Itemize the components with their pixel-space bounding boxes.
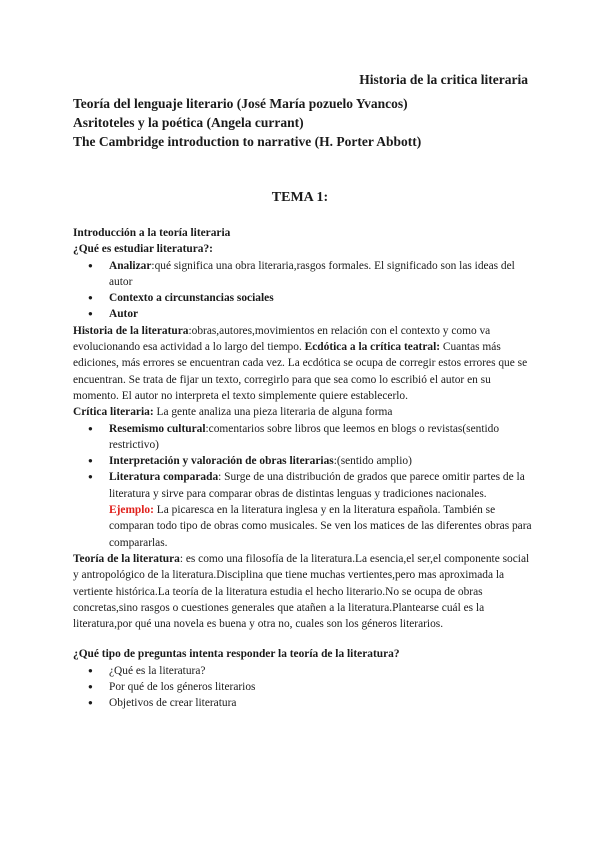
spacer <box>73 632 533 646</box>
critica-list <box>73 421 533 551</box>
list-item: ● Objetivos de crear literatura <box>109 695 533 711</box>
intro-list <box>73 258 533 323</box>
reference-3: The Cambridge introduction to narrative (H. Porter Abbott) <box>73 134 422 149</box>
historia-paragraph <box>73 323 533 404</box>
preguntas-title: ¿Qué tipo de preguntas intenta responder la teoría de la literatura? <box>73 648 400 661</box>
item-bold: Contexto a circunstancias sociales <box>109 292 274 305</box>
ecdotica-text: Cuantas más ediciones, más errores se encuentran cada vez. La ecdótica se ocupa de corregir estos errores que se encuentran. Se trata de fijar un texto, corregirlo para que sea como lo escribió el autor en su momento. El autor no interpreta el texto simplemente quiere establecerlo. <box>73 341 528 402</box>
critica-term: Crítica literaria: <box>73 406 154 419</box>
preguntas-list <box>73 663 533 712</box>
list-item <box>109 258 533 291</box>
teoria-term: Teoría de la literatura <box>73 552 180 565</box>
list-item: ● Por qué de los géneros literarios <box>109 679 533 695</box>
intro-question: ¿Qué es estudiar literatura?: <box>73 243 213 256</box>
reference-2: Asritoteles y la poética (Angela currant) <box>73 115 304 130</box>
document-title: Historia de la critica literaria <box>359 72 528 87</box>
list-item <box>109 306 533 322</box>
document-body <box>73 225 533 712</box>
references-list <box>73 94 543 151</box>
item-text: :qué significa una obra literaria,rasgos formales. El significado son las ideas del autor <box>109 259 515 288</box>
item-bold: Autor <box>109 308 139 321</box>
critica-text: La gente analiza una pieza literaria de alguna forma <box>153 406 393 419</box>
item-bold: Literatura comparada <box>109 471 219 484</box>
intro-title: Introducción a la teoría literaria <box>73 227 231 239</box>
teoria-paragraph <box>73 551 533 632</box>
item-bold: Analizar <box>109 259 152 272</box>
item-text: : Surge de una distribución de grados que parece omitir partes de la literatura y sirve para comparar obras de distintas lenguas y tradiciones nacionales. <box>109 471 525 500</box>
item-bold: Resemismo cultural <box>109 422 206 435</box>
historia-text: :obras,autores,movimientos en relación con el contexto y como va evolucionando esa actividad a lo largo del tiempo. <box>73 324 491 354</box>
ecdotica-term: Ecdótica a la crítica teatral: <box>304 341 441 354</box>
item-text: :comentarios sobre libros que leemos en blogs o revistas(sentido restrictivo) <box>109 422 500 451</box>
list-item <box>109 421 533 454</box>
teoria-text: : es como una filosofía de la literatura.La esencia,el ser,el componente social y antropológico de la literatura.Disciplina que tiene muchas vertientes,pero mas aproximada la vertiente histórica.La teoría de la literatura estudia el hecho literario.No se ocupa de obras concretas,sino rasgos o cuestiones generales que atañen a la literatura.Plantearse cuál es la literatura,por qué una novela es buena y otra no, cuales son los géneros literarios. <box>73 552 530 631</box>
historia-term: Historia de la literatura <box>73 324 189 337</box>
item-text-continued: La picaresca en la literatura inglesa y en la literatura española. También se comparan todo tipo de obras como musicales. Se ven los matices de las diferentes obras para compararlas. <box>109 504 532 549</box>
list-item <box>109 290 533 306</box>
reference-1: Teoría del lenguaje literario (José María pozuelo Yvancos) <box>73 96 408 111</box>
example-label: Ejemplo: <box>109 504 154 517</box>
item-bold: Interpretación y valoración de obras literarias <box>109 455 334 468</box>
critica-paragraph <box>73 404 533 420</box>
list-item <box>109 453 533 469</box>
item-text: :(sentido amplio) <box>333 455 412 468</box>
list-item <box>109 469 533 550</box>
tema-heading: TEMA 1: <box>271 190 329 205</box>
list-item: ● ¿Qué es la literatura? <box>109 663 533 679</box>
